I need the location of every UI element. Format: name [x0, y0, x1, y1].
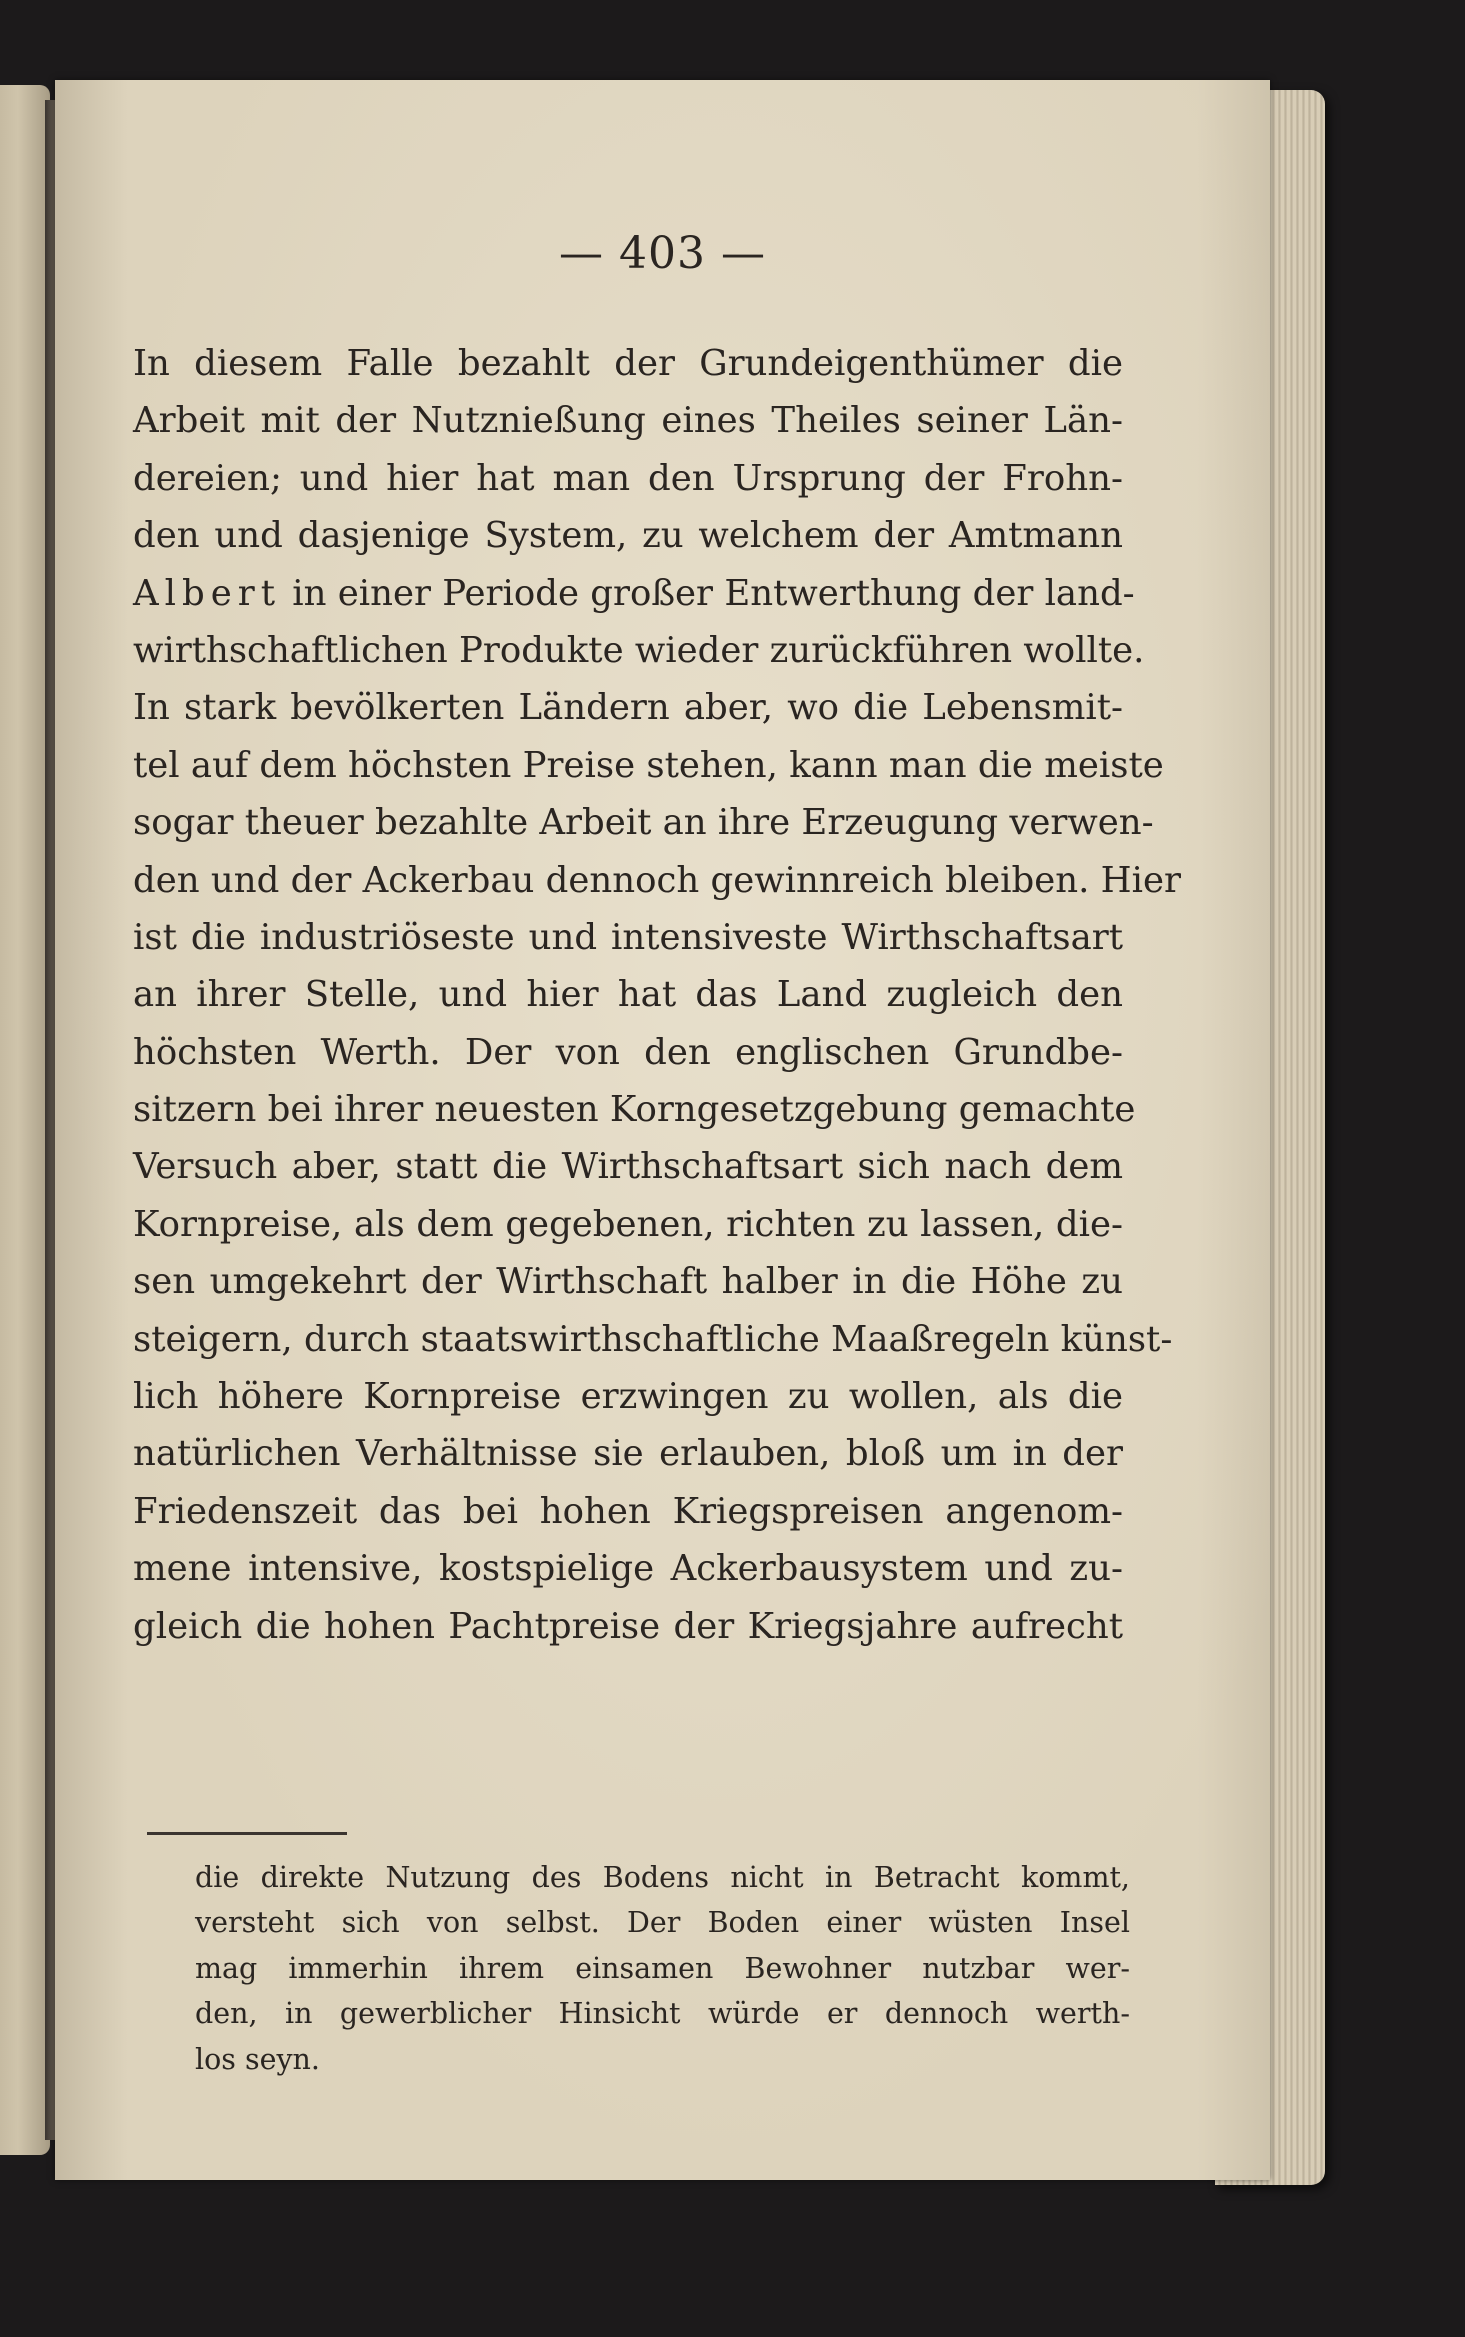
text-line: dereien; und hier hat man den Ursprung der Frohn-	[133, 457, 1123, 499]
text-line: mene intensive, kostspielige Ackerbausystem und zu-	[133, 1548, 1123, 1590]
text-line: In diesem Falle bezahlt der Grundeigenthümer die	[133, 343, 1123, 384]
footnote-separator	[147, 1832, 347, 1835]
footnote-line: mag immerhin ihrem einsamen Bewohner nutzbar wer-	[195, 1951, 1130, 1985]
text-line: In stark bevölkerten Ländern aber, wo die Lebensmit-	[133, 687, 1123, 729]
text-line-with-spaced-name	[133, 565, 1135, 622]
body-text	[133, 335, 1181, 1655]
text-line: gleich die hohen Pachtpreise der Kriegsjahre aufrecht	[133, 1605, 1123, 1647]
text-line: Friedenszeit das bei hohen Kriegspreisen angenom-	[133, 1490, 1123, 1532]
text-line: steigern, durch staatswirthschaftliche Maaßregeln künst-	[133, 1318, 1173, 1360]
text-line: sogar theuer bezahlte Arbeit an ihre Erzeugung verwen-	[133, 802, 1154, 844]
page-number: — 403 —	[559, 228, 766, 279]
text-line: sen umgekehrt der Wirthschaft halber in die Höhe zu	[133, 1261, 1123, 1303]
text-line: sitzern bei ihrer neuesten Korngesetzgebung gemachte	[133, 1089, 1136, 1131]
footnote-line: den, in gewerblicher Hinsicht würde er dennoch werth-	[195, 1997, 1130, 2031]
text-line: höchsten Werth. Der von den englischen Grundbe-	[133, 1031, 1123, 1073]
footnote-line: versteht sich von selbst. Der Boden einer wüsten Insel	[195, 1906, 1130, 1940]
footnote-line: die direkte Nutzung des Bodens nicht in Betracht kommt,	[195, 1861, 1130, 1894]
text-line: ist die industriöseste und intensiveste Wirthschaftsart	[133, 916, 1123, 958]
text-line: Arbeit mit der Nutznießung eines Theiles seiner Län-	[133, 400, 1123, 442]
text-line: tel auf dem höchsten Preise stehen, kann man die meiste	[133, 744, 1164, 786]
text-line: lich höhere Kornpreise erzwingen zu wollen, als die	[133, 1376, 1123, 1418]
text-line: den und dasjenige System, zu welchem der Amtmann	[133, 515, 1123, 557]
text-line: natürlichen Verhältnisse sie erlauben, bloß um in der	[133, 1433, 1123, 1475]
book-page	[55, 80, 1270, 2180]
text-line: wirthschaftlichen Produkte wieder zurückführen wollte.	[133, 629, 1145, 671]
spaced-name: Albert	[133, 572, 281, 614]
text-line: den und der Ackerbau dennoch gewinnreich bleiben. Hier	[133, 859, 1181, 901]
footnote	[195, 1855, 1130, 2082]
text-line: an ihrer Stelle, und hier hat das Land zugleich den	[133, 974, 1123, 1016]
text-line-rest: in einer Periode großer Entwerthung der land-	[292, 572, 1135, 614]
previous-page-edge	[0, 85, 50, 2155]
text-line: Versuch aber, statt die Wirthschaftsart sich nach dem	[133, 1146, 1123, 1188]
text-line: Kornpreise, als dem gegebenen, richten zu lassen, die-	[133, 1203, 1123, 1245]
footnote-line: los seyn.	[195, 2042, 320, 2076]
